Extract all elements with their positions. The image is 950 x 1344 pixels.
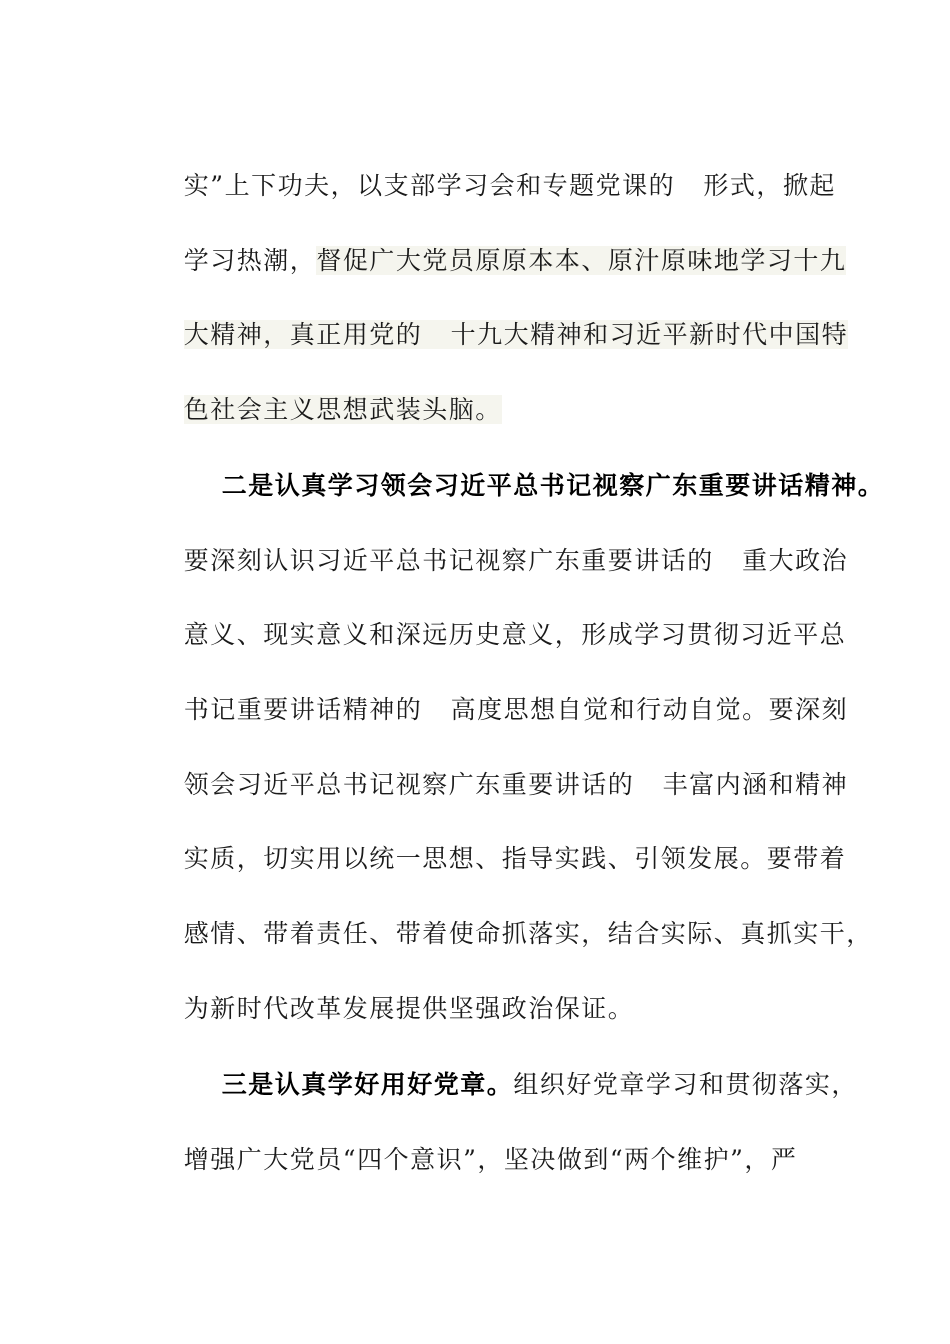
- heading-text: 三是认真学好用好党章。: [221, 1070, 514, 1099]
- text-run: 感情、带着责任、带着使命抓落实，结合实际、真抓实干，: [183, 919, 873, 948]
- text-run: 书记重要讲话精神的 高度思想自觉和行动自觉。要深刻: [183, 695, 849, 724]
- body-line-2: [146, 210, 847, 275]
- body-line-14: [146, 1109, 798, 1174]
- body-line-7: [146, 584, 847, 649]
- text-run: 学习热潮，: [183, 246, 317, 275]
- text-run: 意义、现实意义和深远历史意义，形成学习贯彻习近平总: [183, 620, 847, 649]
- body-line-6: [146, 510, 849, 575]
- text-run: 组织好党章学习和贯彻落实，: [513, 1070, 858, 1099]
- body-line-1: [146, 135, 836, 200]
- body-line-9: [146, 734, 849, 799]
- section-heading-3: [184, 1034, 858, 1099]
- highlighted-text-run: 大精神，真正用党的 十九大精神和习近平新时代中国特: [183, 320, 849, 349]
- body-line-3: [146, 284, 849, 349]
- body-line-4: [146, 359, 502, 424]
- text-run: 实”上下功夫，以支部学习会和专题党课的 形式，掀起: [183, 171, 836, 200]
- body-line-10: [146, 808, 847, 873]
- body-line-11: [146, 883, 873, 948]
- section-heading-2: [184, 435, 885, 500]
- highlighted-text-run: 色社会主义思想武装头脑。: [183, 395, 502, 424]
- text-run: 要深刻认识习近平总书记视察广东重要讲话的 重大政治: [183, 546, 849, 575]
- text-run: 为新时代改革发展提供坚强政治保证。: [183, 994, 635, 1023]
- heading-text: 二是认真学习领会习近平总书记视察广东重要讲话精神。: [221, 471, 885, 500]
- highlighted-text-run: 督促广大党员原原本本、原汁原味地学习十九: [316, 246, 847, 275]
- body-line-12: [146, 958, 635, 1023]
- text-run: 领会习近平总书记视察广东重要讲话的 丰富内涵和精神: [183, 770, 849, 799]
- body-line-8: [146, 659, 849, 724]
- text-run: 增强广大党员“四个意识”，坚决做到“两个维护”，严: [183, 1145, 798, 1174]
- text-run: 实质，切实用以统一思想、指导实践、引领发展。要带着: [183, 844, 847, 873]
